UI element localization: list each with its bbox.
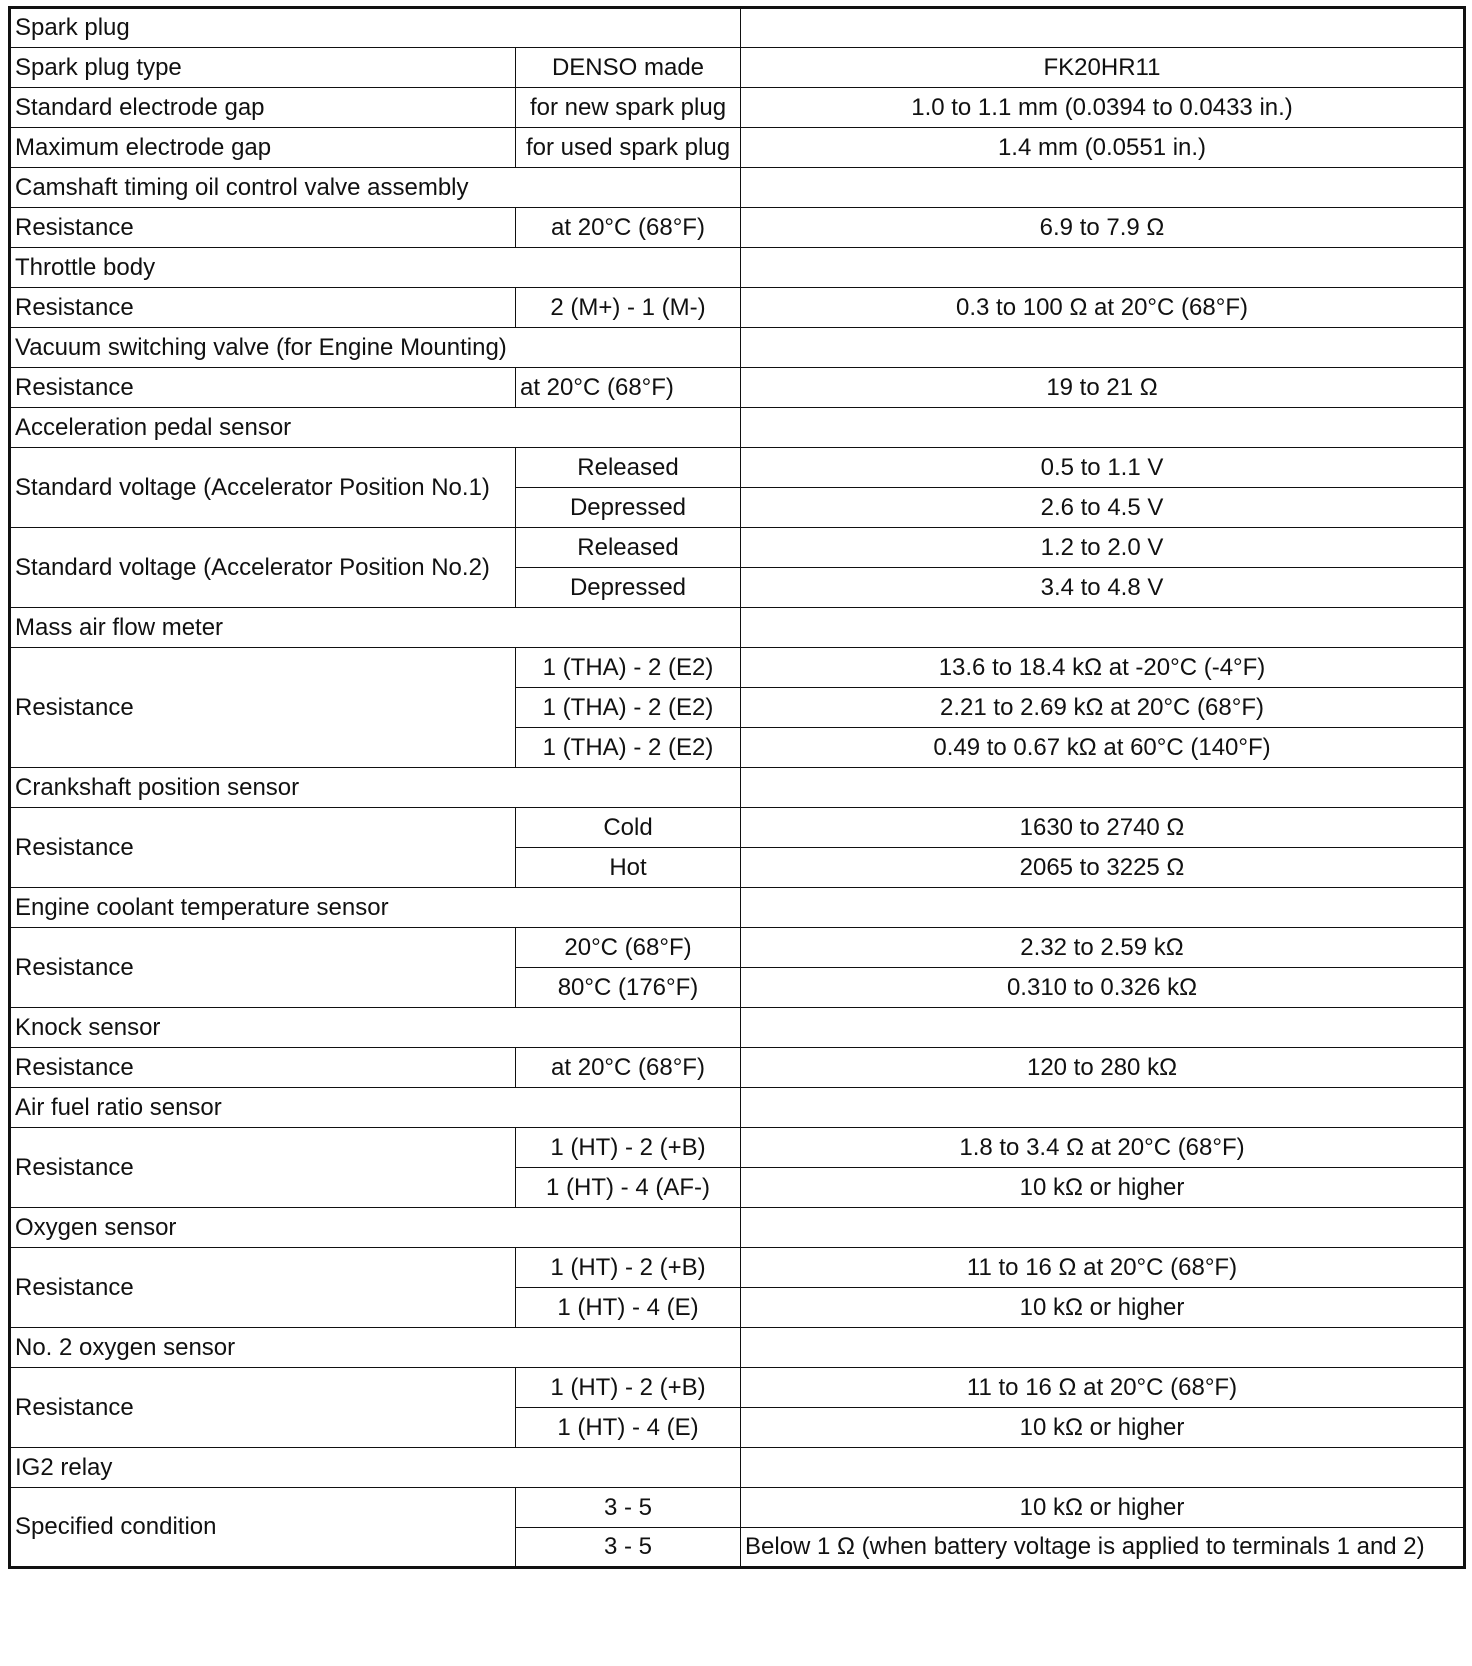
section-title: Mass air flow meter bbox=[10, 608, 741, 648]
spec-condition: 20°C (68°F) bbox=[516, 928, 741, 968]
section-empty-cell bbox=[741, 168, 1465, 208]
spec-subrow bbox=[10, 1248, 1465, 1288]
section-title: Engine coolant temperature sensor bbox=[10, 888, 741, 928]
spec-condition: 3 - 5 bbox=[516, 1528, 741, 1568]
spec-value: 120 to 280 kΩ bbox=[741, 1048, 1465, 1088]
section-title: Camshaft timing oil control valve assembly bbox=[10, 168, 741, 208]
spec-condition: Cold bbox=[516, 808, 741, 848]
spec-condition: 1 (HT) - 2 (+B) bbox=[516, 1248, 741, 1288]
section-empty-cell bbox=[741, 768, 1465, 808]
section-row bbox=[10, 8, 1465, 48]
spec-row bbox=[10, 288, 1465, 328]
section-title: Crankshaft position sensor bbox=[10, 768, 741, 808]
spec-label: Specified condition bbox=[10, 1488, 516, 1568]
section-title: No. 2 oxygen sensor bbox=[10, 1328, 741, 1368]
spec-label: Resistance bbox=[10, 808, 516, 888]
section-title: Oxygen sensor bbox=[10, 1208, 741, 1248]
spec-label: Resistance bbox=[10, 368, 516, 408]
section-row bbox=[10, 1328, 1465, 1368]
spec-label: Spark plug type bbox=[10, 48, 516, 88]
spec-value: 0.3 to 100 Ω at 20°C (68°F) bbox=[741, 288, 1465, 328]
section-title: Air fuel ratio sensor bbox=[10, 1088, 741, 1128]
spec-condition: Depressed bbox=[516, 568, 741, 608]
spec-value: 0.49 to 0.67 kΩ at 60°C (140°F) bbox=[741, 728, 1465, 768]
spec-label: Resistance bbox=[10, 648, 516, 768]
spec-condition: 1 (HT) - 2 (+B) bbox=[516, 1368, 741, 1408]
spec-label: Resistance bbox=[10, 1048, 516, 1088]
section-title: Spark plug bbox=[10, 8, 741, 48]
spec-condition: DENSO made bbox=[516, 48, 741, 88]
spec-value: 10 kΩ or higher bbox=[741, 1288, 1465, 1328]
section-empty-cell bbox=[741, 608, 1465, 648]
spec-condition: 1 (HT) - 2 (+B) bbox=[516, 1128, 741, 1168]
spec-condition: 1 (HT) - 4 (E) bbox=[516, 1408, 741, 1448]
section-row bbox=[10, 1088, 1465, 1128]
spec-condition: Released bbox=[516, 448, 741, 488]
spec-value: Below 1 Ω (when battery voltage is applied to terminals 1 and 2) bbox=[741, 1528, 1465, 1568]
spec-row bbox=[10, 208, 1465, 248]
spec-label: Standard voltage (Accelerator Position No.2) bbox=[10, 528, 516, 608]
section-title: Knock sensor bbox=[10, 1008, 741, 1048]
spec-value: 2.21 to 2.69 kΩ at 20°C (68°F) bbox=[741, 688, 1465, 728]
spec-value: 2065 to 3225 Ω bbox=[741, 848, 1465, 888]
spec-value: 0.310 to 0.326 kΩ bbox=[741, 968, 1465, 1008]
spec-condition: 2 (M+) - 1 (M-) bbox=[516, 288, 741, 328]
spec-value: 2.32 to 2.59 kΩ bbox=[741, 928, 1465, 968]
spec-label: Resistance bbox=[10, 928, 516, 1008]
spec-value: 1.2 to 2.0 V bbox=[741, 528, 1465, 568]
section-title: Acceleration pedal sensor bbox=[10, 408, 741, 448]
spec-value: 19 to 21 Ω bbox=[741, 368, 1465, 408]
spec-value: 1.8 to 3.4 Ω at 20°C (68°F) bbox=[741, 1128, 1465, 1168]
spec-value: 1630 to 2740 Ω bbox=[741, 808, 1465, 848]
section-row bbox=[10, 248, 1465, 288]
section-title: IG2 relay bbox=[10, 1448, 741, 1488]
spec-value: 0.5 to 1.1 V bbox=[741, 448, 1465, 488]
spec-condition: Released bbox=[516, 528, 741, 568]
section-empty-cell bbox=[741, 1328, 1465, 1368]
section-title: Vacuum switching valve (for Engine Mounting) bbox=[10, 328, 741, 368]
spec-condition: 1 (HT) - 4 (AF-) bbox=[516, 1168, 741, 1208]
spec-label: Resistance bbox=[10, 1128, 516, 1208]
section-row bbox=[10, 888, 1465, 928]
section-row bbox=[10, 1208, 1465, 1248]
spec-value: 1.0 to 1.1 mm (0.0394 to 0.0433 in.) bbox=[741, 88, 1465, 128]
spec-label: Standard electrode gap bbox=[10, 88, 516, 128]
spec-condition: at 20°C (68°F) bbox=[516, 1048, 741, 1088]
section-row bbox=[10, 328, 1465, 368]
spec-value: 11 to 16 Ω at 20°C (68°F) bbox=[741, 1368, 1465, 1408]
spec-label: Resistance bbox=[10, 208, 516, 248]
spec-value: 1.4 mm (0.0551 in.) bbox=[741, 128, 1465, 168]
spec-condition: 1 (THA) - 2 (E2) bbox=[516, 688, 741, 728]
spec-label: Resistance bbox=[10, 1248, 516, 1328]
spec-label: Standard voltage (Accelerator Position No.1) bbox=[10, 448, 516, 528]
spec-condition: 3 - 5 bbox=[516, 1488, 741, 1528]
spec-subrow bbox=[10, 528, 1465, 568]
spec-value: 10 kΩ or higher bbox=[741, 1408, 1465, 1448]
spec-row bbox=[10, 1048, 1465, 1088]
spec-label: Resistance bbox=[10, 288, 516, 328]
section-row bbox=[10, 168, 1465, 208]
spec-table-body bbox=[10, 8, 1465, 1568]
spec-row bbox=[10, 48, 1465, 88]
spec-row bbox=[10, 88, 1465, 128]
spec-value: 11 to 16 Ω at 20°C (68°F) bbox=[741, 1248, 1465, 1288]
spec-subrow bbox=[10, 808, 1465, 848]
section-empty-cell bbox=[741, 328, 1465, 368]
spec-condition: Depressed bbox=[516, 488, 741, 528]
spec-subrow bbox=[10, 928, 1465, 968]
spec-value: FK20HR11 bbox=[741, 48, 1465, 88]
spec-row bbox=[10, 368, 1465, 408]
spec-subrow bbox=[10, 1488, 1465, 1528]
spec-value: 3.4 to 4.8 V bbox=[741, 568, 1465, 608]
section-empty-cell bbox=[741, 1208, 1465, 1248]
spec-value: 2.6 to 4.5 V bbox=[741, 488, 1465, 528]
spec-value: 13.6 to 18.4 kΩ at -20°C (-4°F) bbox=[741, 648, 1465, 688]
spec-subrow bbox=[10, 448, 1465, 488]
spec-label: Maximum electrode gap bbox=[10, 128, 516, 168]
section-empty-cell bbox=[741, 888, 1465, 928]
spec-condition: 80°C (176°F) bbox=[516, 968, 741, 1008]
spec-condition: 1 (THA) - 2 (E2) bbox=[516, 648, 741, 688]
spec-value: 10 kΩ or higher bbox=[741, 1168, 1465, 1208]
spec-condition: Hot bbox=[516, 848, 741, 888]
spec-value: 6.9 to 7.9 Ω bbox=[741, 208, 1465, 248]
spec-row bbox=[10, 128, 1465, 168]
spec-condition: at 20°C (68°F) bbox=[516, 208, 741, 248]
spec-condition: for used spark plug bbox=[516, 128, 741, 168]
spec-condition: 1 (HT) - 4 (E) bbox=[516, 1288, 741, 1328]
section-title: Throttle body bbox=[10, 248, 741, 288]
spec-label: Resistance bbox=[10, 1368, 516, 1448]
section-empty-cell bbox=[741, 1008, 1465, 1048]
section-empty-cell bbox=[741, 8, 1465, 48]
spec-condition: at 20°C (68°F) bbox=[516, 368, 741, 408]
spec-subrow bbox=[10, 1128, 1465, 1168]
spec-value: 10 kΩ or higher bbox=[741, 1488, 1465, 1528]
section-empty-cell bbox=[741, 1448, 1465, 1488]
section-row bbox=[10, 1008, 1465, 1048]
section-empty-cell bbox=[741, 248, 1465, 288]
spec-table bbox=[8, 6, 1466, 1569]
spec-subrow bbox=[10, 1368, 1465, 1408]
section-row bbox=[10, 1448, 1465, 1488]
spec-condition: 1 (THA) - 2 (E2) bbox=[516, 728, 741, 768]
section-row bbox=[10, 408, 1465, 448]
section-row bbox=[10, 608, 1465, 648]
spec-condition: for new spark plug bbox=[516, 88, 741, 128]
section-row bbox=[10, 768, 1465, 808]
section-empty-cell bbox=[741, 1088, 1465, 1128]
spec-subrow bbox=[10, 648, 1465, 688]
section-empty-cell bbox=[741, 408, 1465, 448]
